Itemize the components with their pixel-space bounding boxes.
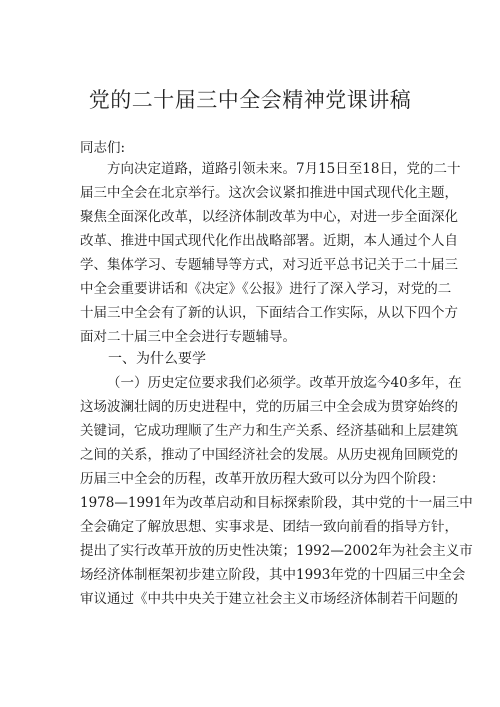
paragraph-2-line: 审议通过《中共中央关于建立社会主义市场经济体制若干问题的	[80, 591, 458, 607]
paragraph-1-line: 届三中全会在北京举行。这次会议紧扣推进中国式现代化主题，	[80, 185, 458, 201]
paragraph-2-line: 之间的关系，推动了中国经济社会的发展。从历史视角回顾党的	[80, 447, 458, 463]
paragraph-2-line: 提出了实行改革开放的历史性决策；1992—2002年为社会主义市	[80, 543, 473, 559]
paragraph-2-line: （一）历史定位要求我们必须学。改革开放迄今40多年，在	[107, 375, 462, 391]
paragraph-2-line: 全会确定了解放思想、实事求是、团结一致向前看的指导方针，	[80, 519, 458, 535]
document-title: 党的二十届三中全会精神党课讲稿	[88, 88, 412, 112]
paragraph-1-line: 十届三中全会有了新的认识，下面结合工作实际，从以下四个方	[80, 305, 458, 321]
paragraph-1-line: 聚焦全面深化改革，以经济体制改革为中心，对进一步全面深化	[80, 209, 458, 225]
paragraph-2-line: 关键词，它成功理顺了生产力和生产关系、经济基础和上层建筑	[80, 423, 458, 439]
section-heading: 一、为什么要学	[108, 351, 206, 367]
paragraph-2-line: 1978—1991年为改革启动和目标探索阶段，其中党的十一届三中	[80, 495, 473, 511]
paragraph-1-line: 中全会重要讲话和《决定》《公报》进行了深入学习，对党的二	[80, 281, 452, 297]
paragraph-1-line: 学、集体学习、专题辅导等方式，对习近平总书记关于二十届三	[80, 257, 458, 273]
paragraph-1-line: 方向决定道路，道路引领未来。7月15日至18日，党的二十	[107, 161, 461, 177]
paragraph-2-line: 历届三中全会的历程，改革开放历程大致可以分为四个阶段：	[80, 471, 445, 487]
paragraph-2-line: 场经济体制框架初步建立阶段，其中1993年党的十四届三中全会	[80, 567, 466, 583]
paragraph-1-line: 改革、推进中国式现代化作出战略部署。近期，本人通过个人自	[80, 233, 458, 249]
salutation: 同志们:	[80, 140, 126, 156]
paragraph-1-line: 面对二十届三中全会进行专题辅导。	[80, 329, 296, 345]
paragraph-2-line: 这场波澜壮阔的历史进程中，党的历届三中全会成为贯穿始终的	[80, 399, 458, 415]
